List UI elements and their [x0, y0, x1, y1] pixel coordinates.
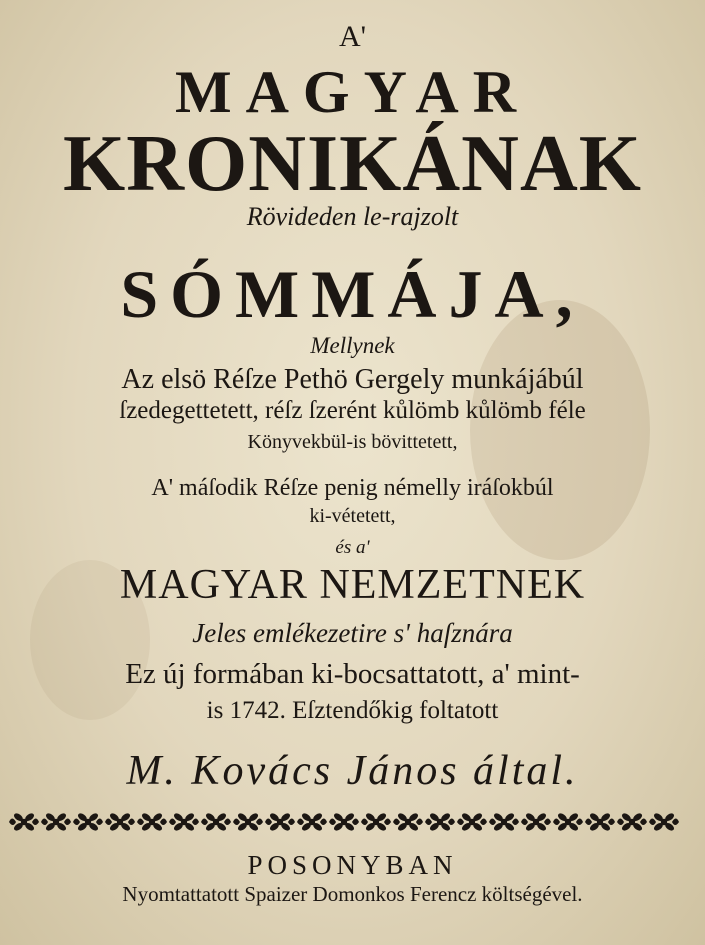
fleuron-icon [649, 812, 679, 832]
es-a-line: és a' [335, 537, 370, 558]
fleuron-icon [169, 812, 199, 832]
fleuron-icon [553, 812, 583, 832]
fleuron-icon [585, 812, 615, 832]
author-line: M. Kovács János által. [126, 748, 579, 794]
fleuron-icon [617, 812, 647, 832]
fleuron-icon [425, 812, 455, 832]
article-line: A' [338, 20, 367, 53]
imprint-printer: Nyomtattatott Spaizer Domonkos Ferencz költségével. [122, 882, 583, 906]
title-sommaja: SÓMMÁJA, [120, 256, 585, 332]
title-kronikanak: KRONIKÁNAK [63, 120, 642, 208]
szedegettetett-line: ſzedegettetett, réſz ſzerént kůlömb kůlömb féle [119, 397, 586, 424]
magyar-nemzetnek-line: MAGYAR NEMZETNEK [119, 562, 586, 608]
masodik-resze-line: A' máſodik Réſze penig némelly iráſokbúl [151, 475, 554, 501]
konyvekbul-line: Könyvekbül-is bövittetett, [247, 431, 458, 453]
fleuron-icon [265, 812, 295, 832]
elso-resze-line: Az elsö Réſze Pethö Gergely munkájábúl [121, 364, 584, 395]
fleuron-icon [137, 812, 167, 832]
fleuron-icon [361, 812, 391, 832]
fleuron-icon [233, 812, 263, 832]
title-magyar: MAGYAR [174, 59, 531, 125]
fleuron-icon [297, 812, 327, 832]
uj-formaban-line: Ez új formában ki-bocsattatott, a' mint- [125, 658, 580, 690]
fleuron-icon [489, 812, 519, 832]
imprint-place: POSONYBAN [247, 850, 458, 880]
fleuron-icon [73, 812, 103, 832]
fleuron-icon [329, 812, 359, 832]
fleuron-icon [393, 812, 423, 832]
ki-vetetett-line: ki-vétetett, [309, 505, 396, 527]
mellynek-line: Mellynek [310, 333, 395, 358]
jeles-line: Jeles emlékezetire s' haſznára [192, 618, 513, 648]
fleuron-icon [9, 812, 39, 832]
fleuron-border-icon [8, 806, 688, 838]
fleuron-icon [457, 812, 487, 832]
year-1742-line: is 1742. Eſztendőkig foltatott [206, 697, 499, 724]
fleuron-icon [105, 812, 135, 832]
fleuron-icon [521, 812, 551, 832]
fleuron-icon [41, 812, 71, 832]
fleuron-icon [201, 812, 231, 832]
subtitle-rovideden: Rövideden le-rajzolt [246, 202, 459, 231]
